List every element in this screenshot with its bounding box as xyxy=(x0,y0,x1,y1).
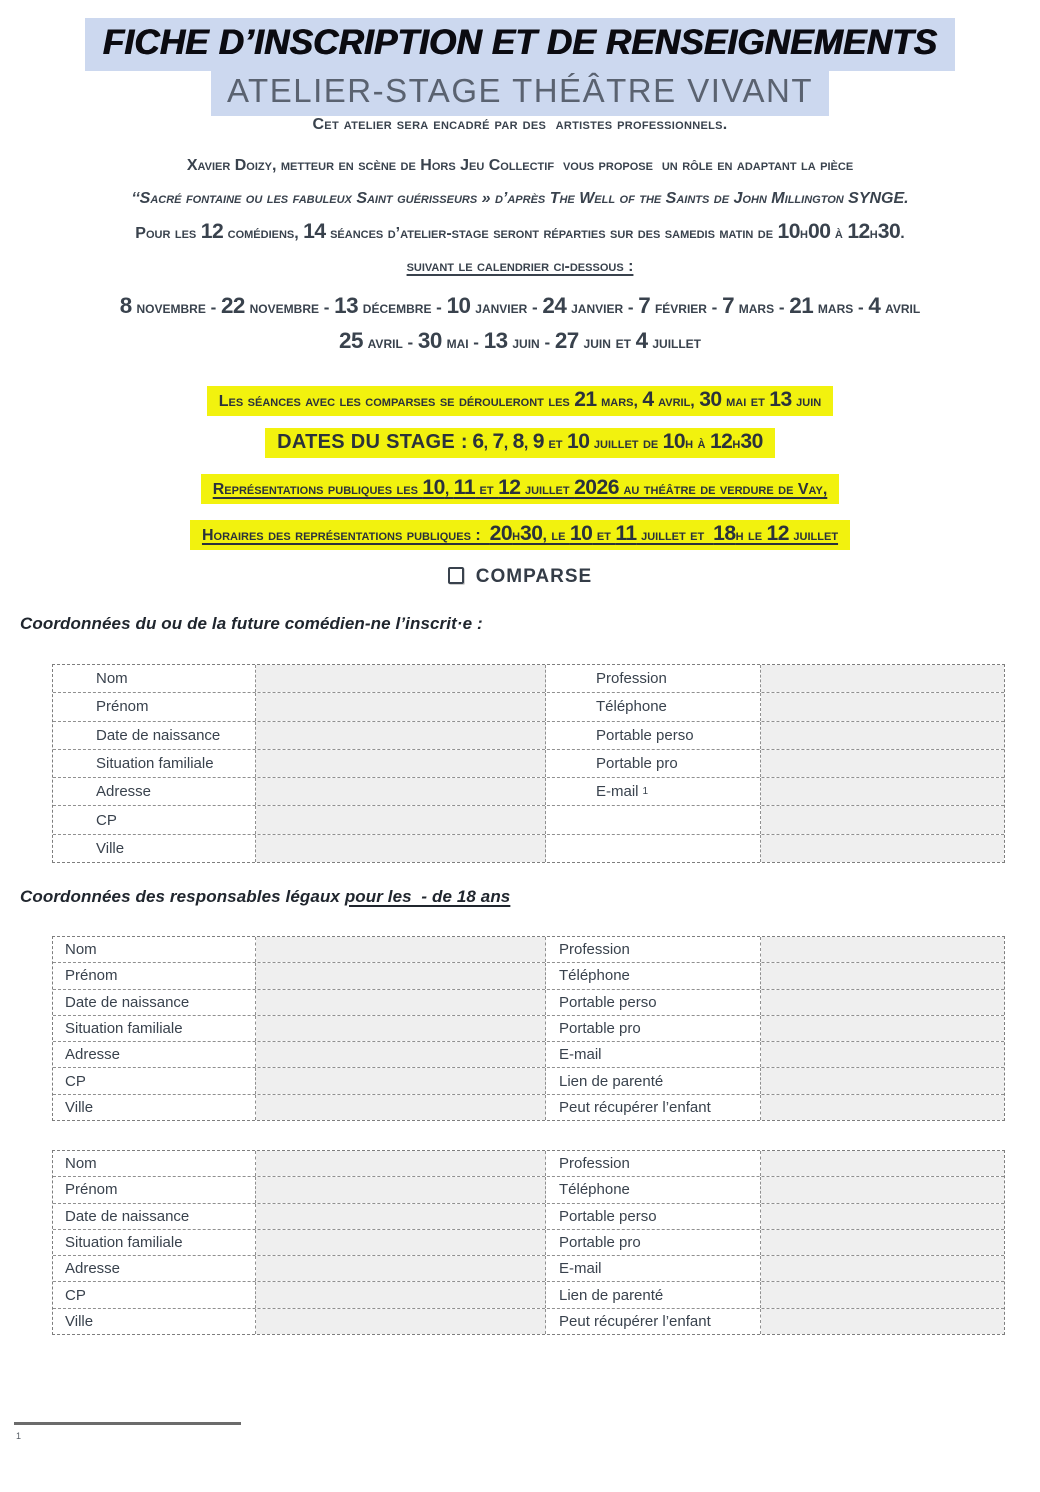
tagline-row xyxy=(0,116,1040,134)
intro-paragraph xyxy=(0,149,1040,283)
field-label: Adresse xyxy=(53,1256,256,1281)
input-cell[interactable] xyxy=(256,1309,546,1334)
number-emphasis: 2026 xyxy=(574,476,620,499)
number-emphasis: 12 xyxy=(766,522,789,545)
number-emphasis: 14 xyxy=(303,220,326,243)
highlight-horaires: Horaires des représentations publiques : 20h30, le 10 et 11 juillet et 18h le 12 juillet xyxy=(190,520,850,550)
footnote-mark: 1 xyxy=(16,1431,22,1441)
number-emphasis: 21 xyxy=(574,388,597,411)
number-emphasis: 9 xyxy=(532,430,544,453)
table-row xyxy=(53,1176,1004,1202)
number-emphasis: 10 xyxy=(569,522,593,545)
field-label: Téléphone xyxy=(546,693,761,720)
intro-line-4: suivant le calendrier ci-dessous : xyxy=(406,258,634,275)
number-emphasis: 22 xyxy=(220,293,245,318)
table-row xyxy=(53,1151,1004,1176)
input-cell[interactable] xyxy=(761,693,1004,720)
input-cell[interactable] xyxy=(761,1230,1004,1255)
table-row xyxy=(53,777,1004,805)
input-cell[interactable] xyxy=(256,693,546,720)
field-label: E-mail xyxy=(546,1042,761,1067)
input-cell[interactable] xyxy=(256,1204,546,1229)
number-emphasis: 11 xyxy=(615,522,637,545)
field-label: Profession xyxy=(546,937,761,962)
legal-heading-underlined: pour les - de 18 ans xyxy=(344,887,511,906)
table-row xyxy=(53,962,1004,988)
field-label: Portable pro xyxy=(546,750,761,777)
number-emphasis: 8 xyxy=(119,293,132,318)
field-label: Profession xyxy=(546,665,761,692)
legal-guardian-table-1 xyxy=(52,936,1005,1121)
input-cell[interactable] xyxy=(256,1177,546,1202)
number-emphasis: 11 xyxy=(453,476,476,499)
intro-line-3: Pour les 12 comédiens, 14 séances d’atelier-stage seront réparties sur des samedis matin de 10h00 à 12h30. xyxy=(135,220,905,243)
field-label: Peut récupérer l’enfant xyxy=(546,1095,761,1120)
input-cell[interactable] xyxy=(256,963,546,988)
number-emphasis: 12 xyxy=(847,220,870,243)
highlight-stage-row xyxy=(0,428,1040,458)
field-label: Portable perso xyxy=(546,990,761,1015)
calendar-dates xyxy=(0,289,1040,359)
number-emphasis: 10 xyxy=(662,430,686,453)
page-title: FICHE D’INSCRIPTION ET DE RENSEIGNEMENTS xyxy=(85,18,955,71)
number-emphasis: 10 xyxy=(422,476,445,499)
input-cell[interactable] xyxy=(761,1095,1004,1120)
field-label: CP xyxy=(53,806,256,833)
field-label: Adresse xyxy=(53,778,256,805)
field-label: E-mail 1 xyxy=(546,778,761,805)
field-label: Prénom xyxy=(53,963,256,988)
input-cell[interactable] xyxy=(761,990,1004,1015)
input-cell[interactable] xyxy=(761,1042,1004,1067)
number-emphasis: 30 xyxy=(877,220,901,243)
input-cell[interactable] xyxy=(256,1068,546,1093)
table-row xyxy=(53,937,1004,962)
table-row xyxy=(53,989,1004,1015)
number-emphasis: 4 xyxy=(635,328,648,353)
section-heading-legal xyxy=(20,887,510,907)
table-row xyxy=(53,1015,1004,1041)
input-cell[interactable] xyxy=(256,1151,546,1176)
table-row xyxy=(53,665,1004,692)
input-cell[interactable] xyxy=(256,1095,546,1120)
field-label: Lien de parenté xyxy=(546,1068,761,1093)
field-label: Nom xyxy=(53,1151,256,1176)
input-cell[interactable] xyxy=(256,1230,546,1255)
student-info-table xyxy=(52,664,1005,863)
number-emphasis: 7 xyxy=(722,293,735,318)
number-emphasis: 4 xyxy=(868,293,881,318)
input-cell[interactable] xyxy=(761,778,1004,805)
number-emphasis: 7 xyxy=(492,430,504,453)
field-label: Date de naissance xyxy=(53,1204,256,1229)
number-emphasis: 12 xyxy=(709,430,733,453)
page-header xyxy=(0,18,1040,71)
number-emphasis: 4 xyxy=(642,388,654,411)
field-label: Ville xyxy=(53,1309,256,1334)
number-emphasis: 12 xyxy=(498,476,521,499)
intro-line-1: Xavier Doizy, metteur en scène de Hors Jeu Collectif vous propose un rôle en adaptant la pièce xyxy=(186,157,854,174)
input-cell[interactable] xyxy=(256,937,546,962)
input-cell[interactable] xyxy=(256,990,546,1015)
number-emphasis: 13 xyxy=(769,388,792,411)
number-emphasis: 20 xyxy=(489,522,513,545)
number-emphasis: 30 xyxy=(699,388,722,411)
field-label: Nom xyxy=(53,937,256,962)
input-cell[interactable] xyxy=(256,835,546,862)
input-cell[interactable] xyxy=(761,1016,1004,1041)
input-cell[interactable] xyxy=(761,806,1004,833)
table-row xyxy=(53,1041,1004,1067)
input-cell[interactable] xyxy=(256,750,546,777)
number-emphasis: 27 xyxy=(554,328,579,353)
field-label: Nom xyxy=(53,665,256,692)
highlight-stage-dates xyxy=(265,428,775,458)
field-label: Téléphone xyxy=(546,1177,761,1202)
stage-dates-label: DATES DU STAGE : xyxy=(277,431,468,453)
highlight-horaires-row xyxy=(0,520,1040,550)
field-label: E-mail xyxy=(546,1256,761,1281)
field-label: Portable perso xyxy=(546,1204,761,1229)
field-label: Adresse xyxy=(53,1042,256,1067)
input-cell[interactable] xyxy=(256,1042,546,1067)
highlight-representations: Représentations publiques les 10, 11 et 12 juillet 2026 au théâtre de verdure de Vay, xyxy=(201,474,840,504)
comparse-row xyxy=(0,566,1040,588)
calendar-line-2: 25 avril - 30 mai - 13 juin - 27 juin et 4 juillet xyxy=(338,328,702,353)
field-label: Date de naissance xyxy=(53,990,256,1015)
intro-line-2: ‘‘Sacré fontaine ou les fabuleux Saint guérisseurs » d’après The Well of the Saints de John Millington SYNGE. xyxy=(131,190,909,207)
stage-dates-value: 6, 7, 8, 9 et 10 juillet de 10h à 12h30 xyxy=(472,430,763,453)
number-emphasis: 6 xyxy=(472,430,484,453)
input-cell[interactable] xyxy=(761,963,1004,988)
input-cell[interactable] xyxy=(761,1256,1004,1281)
field-label xyxy=(546,835,761,862)
table-row xyxy=(53,1203,1004,1229)
input-cell[interactable] xyxy=(761,1151,1004,1176)
field-label xyxy=(546,806,761,833)
input-cell[interactable] xyxy=(761,1309,1004,1334)
footnote-divider xyxy=(14,1422,241,1425)
number-emphasis: 00 xyxy=(807,220,831,243)
highlight-seances-row xyxy=(0,386,1040,416)
number-emphasis: 12 xyxy=(200,220,224,243)
number-emphasis: 13 xyxy=(334,293,359,318)
highlight-seances: Les séances avec les comparses se dérouleront les 21 mars, 4 avril, 30 mai et 13 juin xyxy=(207,386,833,416)
table-row xyxy=(53,749,1004,777)
number-emphasis: 30 xyxy=(520,522,543,545)
input-cell[interactable] xyxy=(256,1282,546,1307)
legal-heading-plain: Coordonnées des responsables légaux xyxy=(20,887,345,906)
field-label: Lien de parenté xyxy=(546,1282,761,1307)
field-label: CP xyxy=(53,1282,256,1307)
number-emphasis: 7 xyxy=(638,293,651,318)
table-row xyxy=(53,721,1004,749)
comparse-checkbox[interactable] xyxy=(448,567,464,584)
number-emphasis: 24 xyxy=(542,293,567,318)
field-label: Situation familiale xyxy=(53,1230,256,1255)
input-cell[interactable] xyxy=(256,806,546,833)
table-row xyxy=(53,1229,1004,1255)
field-label: Situation familiale xyxy=(53,1016,256,1041)
number-emphasis: 8 xyxy=(512,430,524,453)
number-emphasis: 10 xyxy=(777,220,801,243)
input-cell[interactable] xyxy=(256,722,546,749)
number-emphasis: 10 xyxy=(446,293,471,318)
table-row xyxy=(53,1281,1004,1307)
input-cell[interactable] xyxy=(761,937,1004,962)
field-label: Prénom xyxy=(53,1177,256,1202)
number-emphasis: 30 xyxy=(740,430,763,453)
number-emphasis: 30 xyxy=(417,328,442,353)
input-cell[interactable] xyxy=(256,1016,546,1041)
highlight-representations-row xyxy=(0,474,1040,504)
number-emphasis: 10 xyxy=(566,430,590,453)
tagline: Cet atelier sera encadré par des artistes professionnels. xyxy=(312,116,728,133)
field-label: Portable perso xyxy=(546,722,761,749)
input-cell[interactable] xyxy=(256,665,546,692)
field-label: Prénom xyxy=(53,693,256,720)
field-label: Date de naissance xyxy=(53,722,256,749)
section-heading-student: Coordonnées du ou de la future comédien-ne l’inscrit·e : xyxy=(20,614,483,633)
input-cell[interactable] xyxy=(256,1256,546,1281)
table-row xyxy=(53,834,1004,862)
input-cell[interactable] xyxy=(761,722,1004,749)
field-label: Ville xyxy=(53,1095,256,1120)
input-cell[interactable] xyxy=(761,835,1004,862)
number-emphasis: 18 xyxy=(713,522,736,545)
input-cell[interactable] xyxy=(761,1282,1004,1307)
field-label: Situation familiale xyxy=(53,750,256,777)
field-label: CP xyxy=(53,1068,256,1093)
number-emphasis: 13 xyxy=(483,328,508,353)
field-label: Portable pro xyxy=(546,1016,761,1041)
field-label: Portable pro xyxy=(546,1230,761,1255)
field-label: Ville xyxy=(53,835,256,862)
input-cell[interactable] xyxy=(761,1068,1004,1093)
table-row xyxy=(53,692,1004,720)
input-cell[interactable] xyxy=(761,665,1004,692)
page-subtitle: ATELIER-STAGE THÉÂTRE VIVANT xyxy=(211,70,829,116)
field-label: Profession xyxy=(546,1151,761,1176)
table-row xyxy=(53,1067,1004,1093)
table-row xyxy=(53,1094,1004,1120)
legal-guardian-table-2 xyxy=(52,1150,1005,1335)
field-label: Peut récupérer l’enfant xyxy=(546,1309,761,1334)
comparse-label: COMPARSE xyxy=(475,566,593,587)
table-row xyxy=(53,1255,1004,1281)
table-row xyxy=(53,1308,1004,1334)
table-row xyxy=(53,805,1004,833)
field-label: Téléphone xyxy=(546,963,761,988)
number-emphasis: 25 xyxy=(338,328,363,353)
input-cell[interactable] xyxy=(761,1177,1004,1202)
input-cell[interactable] xyxy=(256,778,546,805)
input-cell[interactable] xyxy=(761,1204,1004,1229)
input-cell[interactable] xyxy=(761,750,1004,777)
number-emphasis: 21 xyxy=(789,293,814,318)
page-subheader xyxy=(0,70,1040,116)
calendar-line-1: 8 novembre - 22 novembre - 13 décembre - 10 janvier - 24 janvier - 7 février - 7 mars - 21 mars - 4 avril xyxy=(119,293,921,318)
